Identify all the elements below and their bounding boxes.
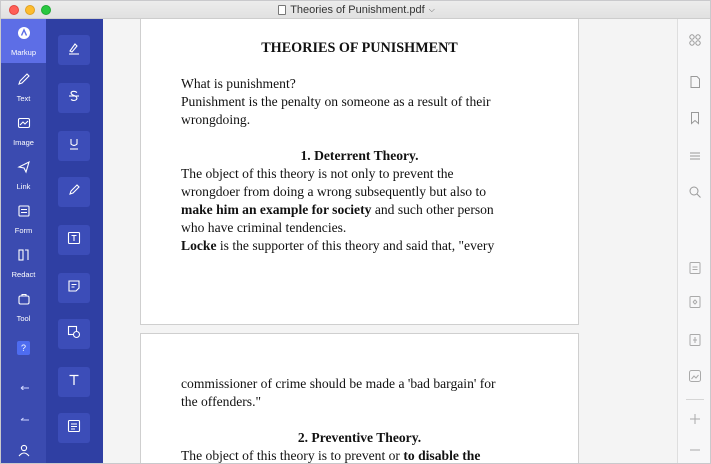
rail-divider	[686, 399, 704, 400]
highlight-icon	[66, 40, 82, 61]
bookmark-icon[interactable]	[688, 111, 702, 125]
nav-item-form[interactable]	[1, 197, 46, 241]
sticky-note-icon	[66, 278, 82, 299]
grid-icon[interactable]	[688, 33, 702, 47]
undo-icon[interactable]	[18, 377, 30, 395]
comment-icon	[66, 418, 82, 439]
text-line: The object of this theory is not only to prevent the	[181, 166, 454, 181]
text-line	[181, 237, 494, 255]
text-box-tool-button[interactable]	[58, 225, 90, 255]
text-line: What is punishment?	[181, 76, 296, 91]
nav-item-label: Image	[13, 137, 34, 147]
shapes-tool-button[interactable]	[58, 319, 90, 349]
document-icon	[278, 5, 286, 15]
underline-icon	[66, 136, 82, 157]
compress-icon[interactable]	[688, 333, 702, 347]
left-nav	[1, 19, 46, 464]
nav-item-label: Redact	[11, 269, 36, 279]
zoom-in-icon[interactable]	[688, 412, 702, 426]
markup-tool-column	[46, 19, 103, 464]
chevron-down-icon: ⌵	[428, 5, 435, 14]
nav-item-label: Form	[14, 225, 33, 235]
image-extract-icon[interactable]	[688, 369, 702, 383]
strikethrough-icon	[66, 88, 82, 109]
zoom-out-icon[interactable]	[688, 443, 702, 457]
nav-item-label: Tool	[16, 313, 31, 323]
text-line: wrongdoing.	[181, 112, 251, 127]
text-span: is the supporter of this theory and said that, "every	[216, 238, 495, 253]
send-icon	[17, 160, 31, 179]
user-icon[interactable]	[17, 443, 31, 462]
redo-area	[1, 409, 46, 427]
pen-tool-button[interactable]	[58, 177, 90, 207]
help-button[interactable]: ?	[17, 341, 30, 355]
document-heading: THEORIES OF PUNISHMENT	[261, 40, 458, 56]
sticky-note-tool-button[interactable]	[58, 273, 90, 303]
nav-item-markup[interactable]	[1, 19, 46, 63]
text-span: and such other person	[371, 202, 494, 217]
window-title-text: Theories of Punishment.pdf	[290, 4, 425, 16]
section-heading: 2. Preventive Theory.	[297, 430, 422, 445]
pen-icon	[66, 182, 82, 203]
nav-item-text[interactable]	[1, 65, 46, 109]
comment-tool-button[interactable]	[58, 413, 90, 443]
account-area	[1, 443, 46, 462]
nav-item-tool[interactable]	[1, 285, 46, 329]
text-line	[181, 447, 480, 464]
document-viewer[interactable]	[103, 19, 677, 464]
text-span: The object of this theory is to prevent or	[181, 448, 404, 463]
ocr-icon[interactable]	[688, 261, 702, 275]
redo-icon[interactable]	[18, 409, 30, 427]
nav-item-redact[interactable]	[1, 241, 46, 285]
text-line: commissioner of crime should be made a 'bad bargain' for	[181, 376, 496, 391]
toolbox-icon	[17, 292, 31, 311]
highlight-tool-button[interactable]	[58, 35, 90, 65]
pdf-page-2	[140, 333, 579, 464]
right-rail	[677, 19, 711, 464]
text-line	[181, 201, 494, 219]
title-bar	[1, 1, 711, 19]
section-heading: 1. Deterrent Theory.	[300, 148, 419, 163]
undo-area	[1, 377, 46, 395]
bold-phrase: to disable the	[403, 448, 481, 463]
bold-phrase: Locke	[181, 238, 217, 253]
text-line: the offenders."	[181, 394, 262, 409]
image-icon	[17, 116, 31, 135]
nav-item-link[interactable]	[1, 153, 46, 197]
text-line: wrongdoer from doing a wrong subsequently but also to	[181, 184, 487, 199]
help-area	[1, 341, 46, 355]
list-icon[interactable]	[688, 149, 702, 163]
form-icon	[17, 204, 31, 223]
strikethrough-tool-button[interactable]	[58, 83, 90, 113]
text-icon	[66, 372, 82, 393]
redact-icon	[17, 248, 31, 267]
page-icon[interactable]	[688, 75, 702, 89]
text-line: who have criminal tendencies.	[181, 220, 347, 235]
nav-item-label: Markup	[10, 47, 36, 57]
nav-item-image[interactable]	[1, 109, 46, 153]
search-icon[interactable]	[688, 185, 702, 199]
bold-phrase: make him an example for society	[181, 202, 372, 217]
pencil-icon	[17, 72, 31, 91]
nav-item-label: Link	[16, 181, 31, 191]
text-tool-button[interactable]	[58, 367, 90, 397]
nav-item-label: Text	[16, 93, 31, 103]
shapes-icon	[66, 324, 82, 345]
underline-tool-button[interactable]	[58, 131, 90, 161]
convert-icon[interactable]	[688, 295, 702, 309]
window-title[interactable]	[1, 1, 711, 19]
pdf-page-1	[140, 19, 579, 325]
text-box-icon	[66, 230, 82, 251]
text-line: Punishment is the penalty on someone as a result of their	[181, 94, 491, 109]
markup-icon	[17, 26, 31, 45]
